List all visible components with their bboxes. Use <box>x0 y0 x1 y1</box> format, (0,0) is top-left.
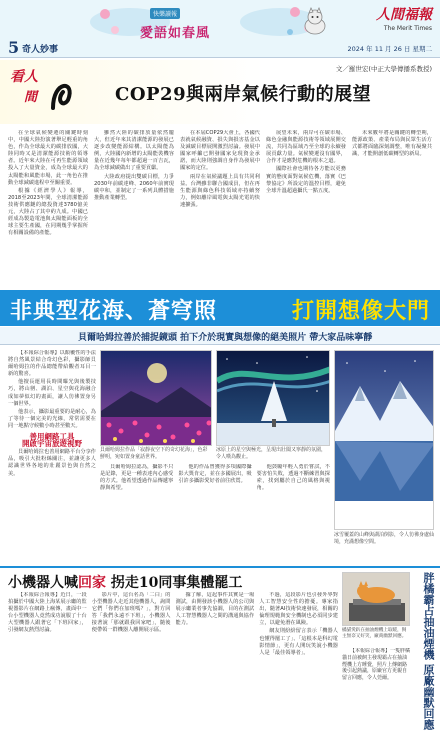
photo-aurora-tree <box>216 350 330 446</box>
column-sub-tag: 快樂讀報 <box>150 8 180 19</box>
paragraph: 他的作品曾獲得多項國際攝影大獎肯定，並在多國展出，吸引許多攝影愛好者前往欣賞。 <box>178 464 252 485</box>
cat-on-hood-image <box>343 573 410 626</box>
paragraph: 貝爾哈姆拉也善用網路平台分享作品，吸引大批粉絲關注，並讓更多人認識世界各地的壯麗景色與自然之美。 <box>8 449 96 477</box>
text-column <box>8 592 87 734</box>
article-body <box>8 592 338 734</box>
paragraph: 展望未來，兩岸可在碳市場、綠色金融與能源技術等領域展開交流，共同為區域乃至全球的永續發展貢獻力量。氣候變遷沒有國界，合作才是應對危機的根本之道。 <box>266 130 346 165</box>
article-cop29 <box>0 60 440 288</box>
feature-banner <box>0 290 440 326</box>
photo-caption: 冰原上的星空與極光，呈現出壯闊又寧靜的氛圍，令人嘆為觀止。 <box>216 447 327 460</box>
photo-caption: 冰雪覆蓋的山峰與湖泊倒影，令人彷彿身處仙境，充滿想像空間。 <box>334 532 435 545</box>
flower-field-image <box>101 351 212 446</box>
text-column <box>176 592 255 734</box>
title-part-b: 拐走10同事集體罷工 <box>106 575 243 591</box>
photo-mountain-lake <box>334 350 434 530</box>
feature-mid-text <box>100 464 330 560</box>
page-number: 5 <box>8 38 20 57</box>
article-author: 文／羅世宏(中正大學傳播系教授) <box>335 65 432 73</box>
photo-caption: 貝爾哈姆拉作品「寂靜夜空下的奇幻花海」，色彩鮮明，宛如置身童話世界。 <box>100 447 208 460</box>
column-kicker <box>8 64 78 119</box>
title-highlight: 回家 <box>78 575 106 591</box>
paragraph: 據了解，這起事件其實是一場測試，由開發該小機器人的公司與展示廳業者事先協調，目的在測試人工智慧機器人之間的溝通與協作能力。 <box>175 592 255 627</box>
feature-headline-right: 打開想像大門 <box>291 299 430 324</box>
section-name: 奇人妙事 <box>22 45 59 55</box>
logo-chinese: 人間福報 <box>376 7 432 23</box>
paragraph: 未來數年將是關鍵的轉型期，能源政策、產業布局與民眾生活方式都將面臨深刻調整，唯有凝聚共識，才能開創低碳轉型的新局。 <box>352 130 432 158</box>
text-column <box>178 464 251 560</box>
article-body <box>8 130 432 286</box>
paragraph: 【本報綜合報導】近日，一段拍攝於中國大陸上海某展示廳的監視器影片在網路上瘋傳，畫面中一台小型機器人竟然成功說服了十台大型機器人跟著它「下班回家」，引發網友熱烈討論。 <box>8 592 87 634</box>
article-title: COP29與兩岸氣候行動的展望 <box>115 84 372 105</box>
mountain-lake-image <box>335 351 434 530</box>
text-column <box>94 130 174 286</box>
paragraph: 兩岸在氣候議題上具有共同利益。台灣雖非聯合國成員，但在再生能源與綠色科技領域亦持續努力，例如離岸風電與太陽光電的快速擴張。 <box>180 173 260 208</box>
swirl-icon <box>48 70 78 110</box>
feature-subtitle: 貝爾哈姆拉善於捕捉鏡頭 拍下介於現實與想像的絕美照片 帶大家品味寧靜 <box>78 333 373 343</box>
feature-headline-left: 非典型花海、蒼穹照 <box>10 299 218 324</box>
logo-english: The Merit Times <box>383 25 432 32</box>
newspaper-logo <box>366 4 432 30</box>
article-title <box>8 572 242 592</box>
paragraph: 網友則紛紛留言表示「機器人也懂得罷工了」、「這根本是科幻電影情節」，更有人開玩笑說小機器人是「最佳領導者」。 <box>259 628 338 656</box>
photo-flower-field <box>100 350 212 446</box>
paragraph: 在本屆COP29大會上，各國代表就氣候融資、損失與損害基金以及減碳目標展開激烈討論。發展中國家呼籲已開發國家兌現資金承諾，而大陸則強調自身作為發展中國家的定位。 <box>180 130 260 172</box>
paragraph: 他表示，攝影最重要的是耐心，為了等待一個完美的光線，常常需要在同一地點守候數小時甚至數天。 <box>8 408 96 429</box>
paragraph: 雖然大陸的碳排放量依然龐大，但近年來其清潔能源的發展已逐步改變能源結構。以太陽能為例，大陸國內新增的太陽能裝機容量在近幾年每年都超過一百吉瓦，為全球減碳做出了重要貢獻。 <box>94 130 174 172</box>
feature-text-column <box>8 350 96 560</box>
sidebar-body <box>342 648 410 735</box>
paragraph: 影片中，這台名為「二白」的小型機器人走近其他機器人，詢問它們「你們在加班嗎？」，對方回答「我們永遠不下班」，小機器人接著說「那就跟我回家吧」，隨後便帶領一群機器人離開展示區。 <box>91 592 171 634</box>
aurora-tree-image <box>217 351 330 446</box>
photo-caption: 橘貓愛趴在抽油煙機上取暖，飼主無奈又好笑，廠商幽默回應。 <box>342 628 407 639</box>
title-part-a: 小機器人喊 <box>8 575 78 591</box>
issue-date: 2024 年 11 月 26 日 星期二 <box>347 45 432 53</box>
text-column <box>180 130 260 286</box>
paragraph: 國際社會也期待各方能以更務實的態度面對氣候危機，落實《巴黎協定》所設定的溫控目標，避免全球升溫超過攝氏一點五度。 <box>266 166 346 194</box>
article-robot <box>0 566 440 735</box>
paragraph: 【本報綜合報導】一隻胖橘貓日前被飼主發現霸占在抽油煙機上方睡覺，照片上傳網路後引起熱議，原廠官方更親自留言回應，令人莞爾。 <box>342 648 410 682</box>
text-column <box>92 592 171 734</box>
text-column <box>100 464 173 560</box>
text-column <box>352 130 432 286</box>
subheading: 善用網路工具 開啟宇宙旅遊視野 <box>22 432 82 449</box>
paragraph: 貝爾哈姆拉認為，攝影不只是記錄，更是一種表達內心感受的方式。他希望透過作品傳遞寧靜與希望。 <box>100 464 174 492</box>
feature-article-photography <box>0 290 440 564</box>
text-column <box>259 592 338 734</box>
paragraph: 大陸政府提出雙碳目標，力爭2030年前碳達峰、2060年前實現碳中和，並制定了一系列具體措施推動產業轉型。 <box>94 173 174 201</box>
paragraph: 【本報綜合報導】以顛覆性的手法將自然風景結合奇幻色彩，攝影師貝爾哈姆拉的作品總能帶給觀者耳目一新的驚喜。 <box>8 350 96 378</box>
sidebar-cat-story <box>342 572 434 734</box>
article-header <box>0 60 440 124</box>
masthead <box>0 0 440 58</box>
text-column <box>8 350 96 560</box>
paragraph: 他鼓勵年輕人勇於嘗試，不要害怕失敗，透過不斷練習與探索，找到屬於自己的風格與視角。 <box>256 464 330 492</box>
kicker-text-a: 看人 <box>10 69 38 85</box>
paragraph: 他擅長運用長時間曝光與後製技巧，將山巒、湖泊、星空與花海融合成如夢似幻的畫面，讓人彷彿置身另一個世界。 <box>8 379 96 407</box>
column-title: 愛語如春風 <box>140 26 211 41</box>
paragraph: 不過，這段影片也引發外界對人工智慧安全性的擔憂。專家指出，隨著AI技術快速發展，相關的倫理規範與安全機制也必須同步建立，以避免潛在風險。 <box>259 592 338 627</box>
sidebar-title: 胖橘霸占抽油煙機 原廠幽默回應 <box>422 572 435 730</box>
paragraph: 根據《經濟學人》報導，2018至2023年間，全球清潔能源技術供應鏈的總投資達3780億美元，大陸占了其中約九成。中國已經成為製造電池與太陽能面板的全球主要生產國，在同期幾乎掌握所有相關設備的產能。 <box>8 187 88 237</box>
paragraph: 在全球氣候變遷的關鍵時刻中，中國大陸扮演著舉足輕重的角色，作為全球最大的碳排放國，大陸同時又是清潔能源技術的領導者。近年來大陸在可再生能源領域投入了大量資金，成為全球最大的太陽能和風能市場，此一角色在推動全球減碳進程中至關重要。 <box>8 130 88 186</box>
kicker-text-b: 間 <box>24 90 38 105</box>
text-column <box>257 464 330 560</box>
text-column <box>266 130 346 286</box>
photo-cat-on-hood <box>342 572 410 626</box>
cat-illustration-icon <box>300 6 330 36</box>
text-column <box>8 130 88 286</box>
feature-subtitle-bar <box>0 327 440 345</box>
